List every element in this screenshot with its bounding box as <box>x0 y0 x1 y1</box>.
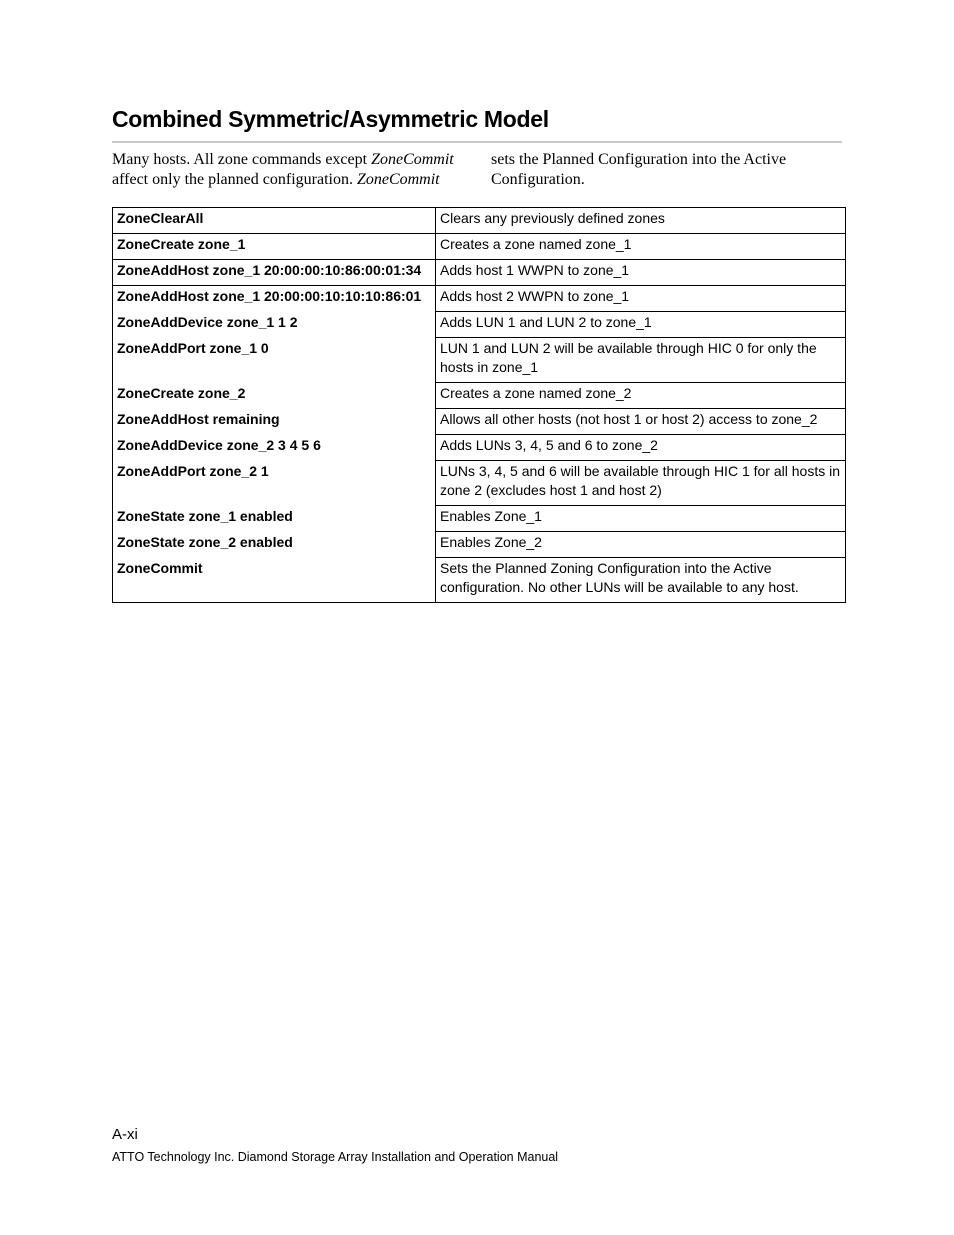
description-cell: Adds LUN 1 and LUN 2 to zone_1 <box>436 312 846 338</box>
command-cell: ZoneAddPort zone_2 1 <box>113 461 436 506</box>
description-cell: Sets the Planned Zoning Configuration into the Active configuration. No other LUNs will be available to any host. <box>436 558 846 603</box>
table-row <box>113 461 846 506</box>
command-cell: ZoneAddDevice zone_2 3 4 5 6 <box>113 435 436 461</box>
description-cell: Allows all other hosts (not host 1 or host 2) access to zone_2 <box>436 409 846 435</box>
command-cell: ZoneCreate zone_2 <box>113 383 436 409</box>
description-cell: Creates a zone named zone_1 <box>436 234 846 260</box>
table-row <box>113 409 846 435</box>
intro-emphasis: ZoneCommit <box>371 151 454 168</box>
description-cell: Adds host 2 WWPN to zone_1 <box>436 286 846 312</box>
section-heading: Combined Symmetric/Asymmetric Model <box>112 106 549 132</box>
description-cell: LUNs 3, 4, 5 and 6 will be available through HIC 1 for all hosts in zone 2 (excludes host 1 and host 2) <box>436 461 846 506</box>
description-cell: Clears any previously defined zones <box>436 208 846 234</box>
intro-emphasis: ZoneCommit <box>356 171 440 188</box>
intro-column-right: sets the Planned Configuration into the Active Configuration. <box>491 151 787 188</box>
description-cell: Adds host 1 WWPN to zone_1 <box>436 260 846 286</box>
description-cell: Enables Zone_1 <box>436 506 846 532</box>
table-row <box>113 234 846 260</box>
table-row <box>113 286 846 312</box>
command-cell: ZoneAddDevice zone_1 1 2 <box>113 312 436 338</box>
table-row <box>113 260 846 286</box>
command-cell: ZoneClearAll <box>113 208 436 234</box>
command-cell: ZoneCreate zone_1 <box>113 234 436 260</box>
table-row <box>113 506 846 532</box>
command-cell: ZoneAddPort zone_1 0 <box>113 338 436 383</box>
command-cell: ZoneAddHost remaining <box>113 409 436 435</box>
table-row <box>113 383 846 409</box>
table-row <box>113 312 846 338</box>
description-cell: LUN 1 and LUN 2 will be available through HIC 0 for only the hosts in zone_1 <box>436 338 846 383</box>
table-row <box>113 338 846 383</box>
command-cell: ZoneCommit <box>113 558 436 603</box>
table-row <box>113 558 846 603</box>
table-row <box>113 208 846 234</box>
heading-rule <box>112 141 842 143</box>
command-cell: ZoneState zone_1 enabled <box>113 506 436 532</box>
table-row <box>113 532 846 558</box>
manual-title-footer: ATTO Technology Inc. Diamond Storage Array Installation and Operation Manual <box>112 1150 559 1164</box>
intro-text: affect only the planned configuration. <box>112 171 357 188</box>
command-cell: ZoneAddHost zone_1 20:00:00:10:86:00:01:34 <box>113 260 436 286</box>
intro-text: Many hosts. All zone commands except <box>112 151 372 168</box>
table-row <box>113 435 846 461</box>
description-cell: Creates a zone named zone_2 <box>436 383 846 409</box>
command-table <box>112 207 846 603</box>
description-cell: Adds LUNs 3, 4, 5 and 6 to zone_2 <box>436 435 846 461</box>
command-cell: ZoneState zone_2 enabled <box>113 532 436 558</box>
command-cell: ZoneAddHost zone_1 20:00:00:10:10:10:86:01 <box>113 286 436 312</box>
page-number: A-xi <box>112 1126 138 1143</box>
intro-column-left <box>112 150 472 190</box>
description-cell: Enables Zone_2 <box>436 532 846 558</box>
